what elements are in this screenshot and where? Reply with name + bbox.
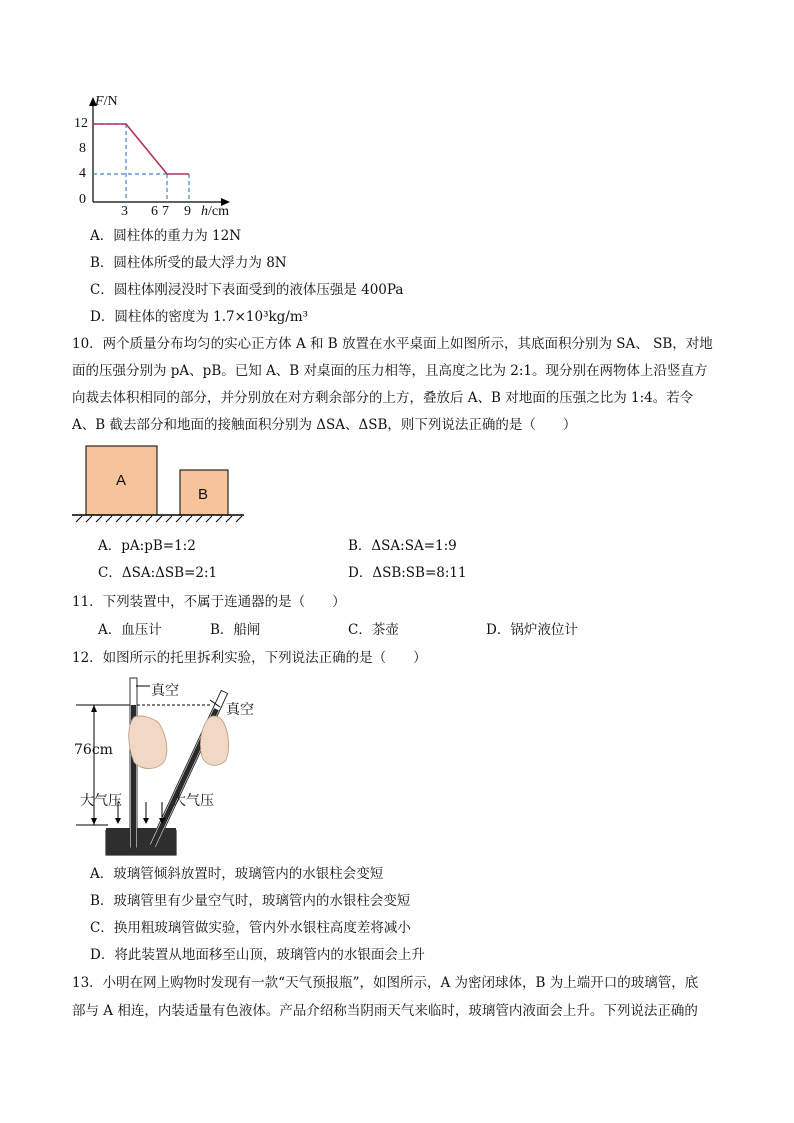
y-tick-8: 8 xyxy=(79,141,86,156)
y-tick-4: 4 xyxy=(79,166,86,181)
q10-stem-line-3: 向裁去体积相同的部分，并分别放在对方剩余部分的上方，叠放后 A、B 对地面的压强之比为 1:4。若令 xyxy=(72,390,694,406)
height-label: 76cm xyxy=(74,742,113,758)
q10-stem-line-1: 10．两个质量分布均匀的实心正方体 A 和 B 放置在水平桌面上如图所示，其底面积分别为 SA、 SB，对地 xyxy=(72,336,713,352)
q12-option-a: A．玻璃管倾斜放置时，玻璃管内的水银柱会变短 xyxy=(90,866,384,882)
q11-option-b: B．船闸 xyxy=(210,622,261,638)
q12-stem: 12．如图所示的托里拆利实验，下列说法正确的是（ ） xyxy=(72,650,427,666)
q13-stem-line-2: 部与 A 相连，内装适量有色液体。产品介绍称当阴雨天气来临时，玻璃管内液面会上升。下列说法正确的 xyxy=(72,1003,698,1019)
q9-option-c: C．圆柱体刚浸没时下表面受到的液体压强是 400Pa xyxy=(90,282,404,298)
q10-option-b: B．ΔSA:SA=1:9 xyxy=(348,538,457,554)
atm-label-2: 大气压 xyxy=(172,793,214,809)
x-axis-label: h/cm xyxy=(201,204,229,219)
q11-option-d: D．锅炉液位计 xyxy=(486,622,578,638)
x-tick-9: 9 xyxy=(184,204,191,219)
q10-option-c: C．ΔSA:ΔSB=2:1 xyxy=(98,565,218,581)
atm-label-1: 大气压 xyxy=(80,793,122,809)
q12-option-b: B．玻璃管里有少量空气时，玻璃管内的水银柱会变短 xyxy=(90,893,411,909)
q10-option-d: D．ΔSB:SB=8:11 xyxy=(348,565,467,581)
q13-stem-line-1: 13．小明在网上购物时发现有一款“天气预报瓶”，如图所示，A 为密闭球体，B 为上端开口的玻璃管，底 xyxy=(72,975,699,991)
y-tick-0: 0 xyxy=(79,192,86,207)
vacuum-label-2: 真空 xyxy=(226,702,254,718)
blocks-figure xyxy=(72,444,247,524)
q9-option-b: B．圆柱体所受的最大浮力为 8N xyxy=(90,255,287,271)
block-b-label: B xyxy=(198,486,209,503)
y-axis-label: F/N xyxy=(95,94,118,109)
q12-option-c: C．换用粗玻璃管做实验，管内外水银柱高度差将减小 xyxy=(90,920,411,936)
x-tick-3: 3 xyxy=(121,204,128,219)
q10-stem-line-2: 面的压强分别为 pA、pB。已知 A、B 对桌面的压力相等，且高度之比为 2:1。现分别在两物体上沿竖直方 xyxy=(72,363,708,379)
q10-option-a: A．pA:pB=1:2 xyxy=(98,538,196,554)
vacuum-label-1: 真空 xyxy=(151,683,179,699)
q12-option-d: D．将此装置从地面移至山顶，玻璃管内的水银面会上升 xyxy=(90,947,425,963)
q11-stem: 11．下列装置中，不属于连通器的是（ ） xyxy=(72,594,346,610)
q10-stem-line-4: A、B 截去部分和地面的接触面积分别为 ΔSA、ΔSB，则下列说法正确的是（ ） xyxy=(72,417,577,433)
q9-option-a: A．圆柱体的重力为 12N xyxy=(90,228,242,244)
q11-option-c: C．茶壶 xyxy=(348,622,399,638)
q11-option-a: A．血压计 xyxy=(98,622,162,638)
x-tick-6: 6 xyxy=(151,204,158,219)
block-a-label: A xyxy=(116,472,127,489)
x-tick-7: 7 xyxy=(162,204,169,219)
y-tick-12: 12 xyxy=(74,116,88,131)
q9-option-d: D．圆柱体的密度为 1.7×10³kg/m³ xyxy=(90,309,309,325)
